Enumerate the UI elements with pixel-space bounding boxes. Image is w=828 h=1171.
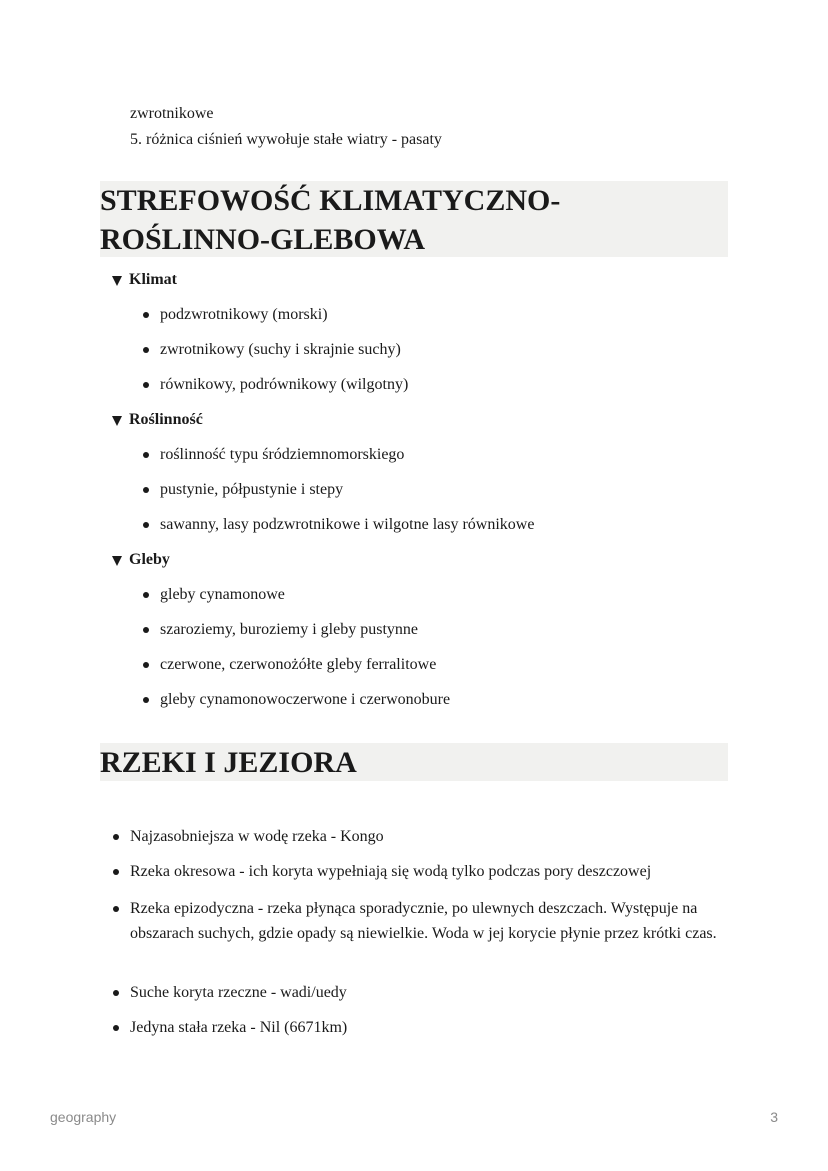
list-item-text: Rzeka okresowa - ich koryta wypełniają się wodą tylko podczas pory deszczowej (130, 863, 652, 880)
page-number: 3 (770, 1109, 778, 1125)
bullet-icon (143, 452, 149, 458)
list-item-text: podzwrotnikowy (morski) (160, 306, 328, 323)
list-item (130, 980, 728, 1005)
list-item-text: gleby cynamonowoczerwone i czerwonobure (160, 691, 451, 708)
toggle-label: Roślinność (129, 411, 203, 428)
list-item (130, 896, 728, 946)
list-item (160, 652, 436, 678)
list-item (160, 372, 408, 398)
bullet-icon (113, 1025, 119, 1031)
list-item-text: Suche koryta rzeczne - wadi/uedy (130, 984, 347, 1001)
bullet-icon (113, 990, 119, 996)
toggle-klimat (112, 267, 409, 393)
bullet-icon (143, 697, 149, 703)
list-item (130, 1015, 728, 1040)
list-item (160, 582, 285, 608)
toggle-gleby (112, 547, 451, 708)
list-item (160, 442, 404, 468)
triangle-down-icon[interactable] (112, 416, 122, 426)
bullet-icon (143, 487, 149, 493)
toggle-roslinnosc (112, 407, 535, 533)
toggle-label: Klimat (129, 271, 177, 288)
bullet-icon (143, 347, 149, 353)
toggle-label: Gleby (129, 551, 170, 568)
list-item-text: gleby cynamonowe (160, 586, 285, 603)
list-item-text: szaroziemy, buroziemy i gleby pustynne (160, 621, 418, 638)
section-heading-strefowosc (100, 181, 728, 257)
bullet-icon (113, 834, 119, 840)
continuation-text (130, 101, 442, 153)
bullet-icon (143, 592, 149, 598)
bullet-icon (143, 662, 149, 668)
heading-line: ROŚLINNO-GLEBOWA (100, 223, 426, 256)
list-item-text: Jedyna stała rzeka - Nil (6671km) (130, 1019, 348, 1036)
list-item-text: roślinność typu śródziemnomorskiego (160, 446, 405, 463)
list-item (160, 687, 450, 713)
triangle-down-icon[interactable] (112, 556, 122, 566)
bullet-icon (143, 382, 149, 388)
bullet-icon (143, 312, 149, 318)
section-heading-rzeki (100, 743, 728, 781)
bullet-icon (143, 522, 149, 528)
list-item (130, 824, 728, 849)
bullet-icon (113, 869, 119, 875)
list-item (160, 302, 328, 328)
list-item (130, 859, 728, 884)
toggle-header[interactable] (112, 267, 177, 293)
list-item (160, 512, 534, 538)
list-item (160, 617, 418, 643)
continuation-line: 5. różnica ciśnień wywołuje stałe wiatry - pasaty (130, 131, 442, 148)
toggle-header[interactable] (112, 547, 170, 573)
list-item-text: Najzasobniejsza w wodę rzeka - Kongo (130, 828, 384, 845)
footer-subject: geography (50, 1109, 117, 1125)
triangle-down-icon[interactable] (112, 276, 122, 286)
continuation-line: zwrotnikowe (130, 105, 214, 122)
toggle-header[interactable] (112, 407, 203, 433)
list-item (160, 337, 401, 363)
list-item-text: sawanny, lasy podzwrotnikowe i wilgotne lasy równikowe (160, 516, 535, 533)
list-item-text: równikowy, podrównikowy (wilgotny) (160, 376, 409, 393)
heading-line: STREFOWOŚĆ KLIMATYCZNO- (100, 184, 561, 217)
heading-line: RZEKI I JEZIORA (100, 746, 357, 779)
list-item-text: Rzeka epizodyczna - rzeka płynąca sporadycznie, po ulewnych deszczach. Występuje na obszarach suchych, gdzie opady są niewielkie. Woda w jej korycie płynie przez krótki czas. (130, 900, 717, 942)
list-item-text: pustynie, półpustynie i stepy (160, 481, 344, 498)
bullet-icon (113, 906, 119, 912)
list-item-text: czerwone, czerwonożółte gleby ferralitowe (160, 656, 437, 673)
bullet-icon (143, 627, 149, 633)
list-item (160, 477, 343, 503)
list-item-text: zwrotnikowy (suchy i skrajnie suchy) (160, 341, 401, 358)
